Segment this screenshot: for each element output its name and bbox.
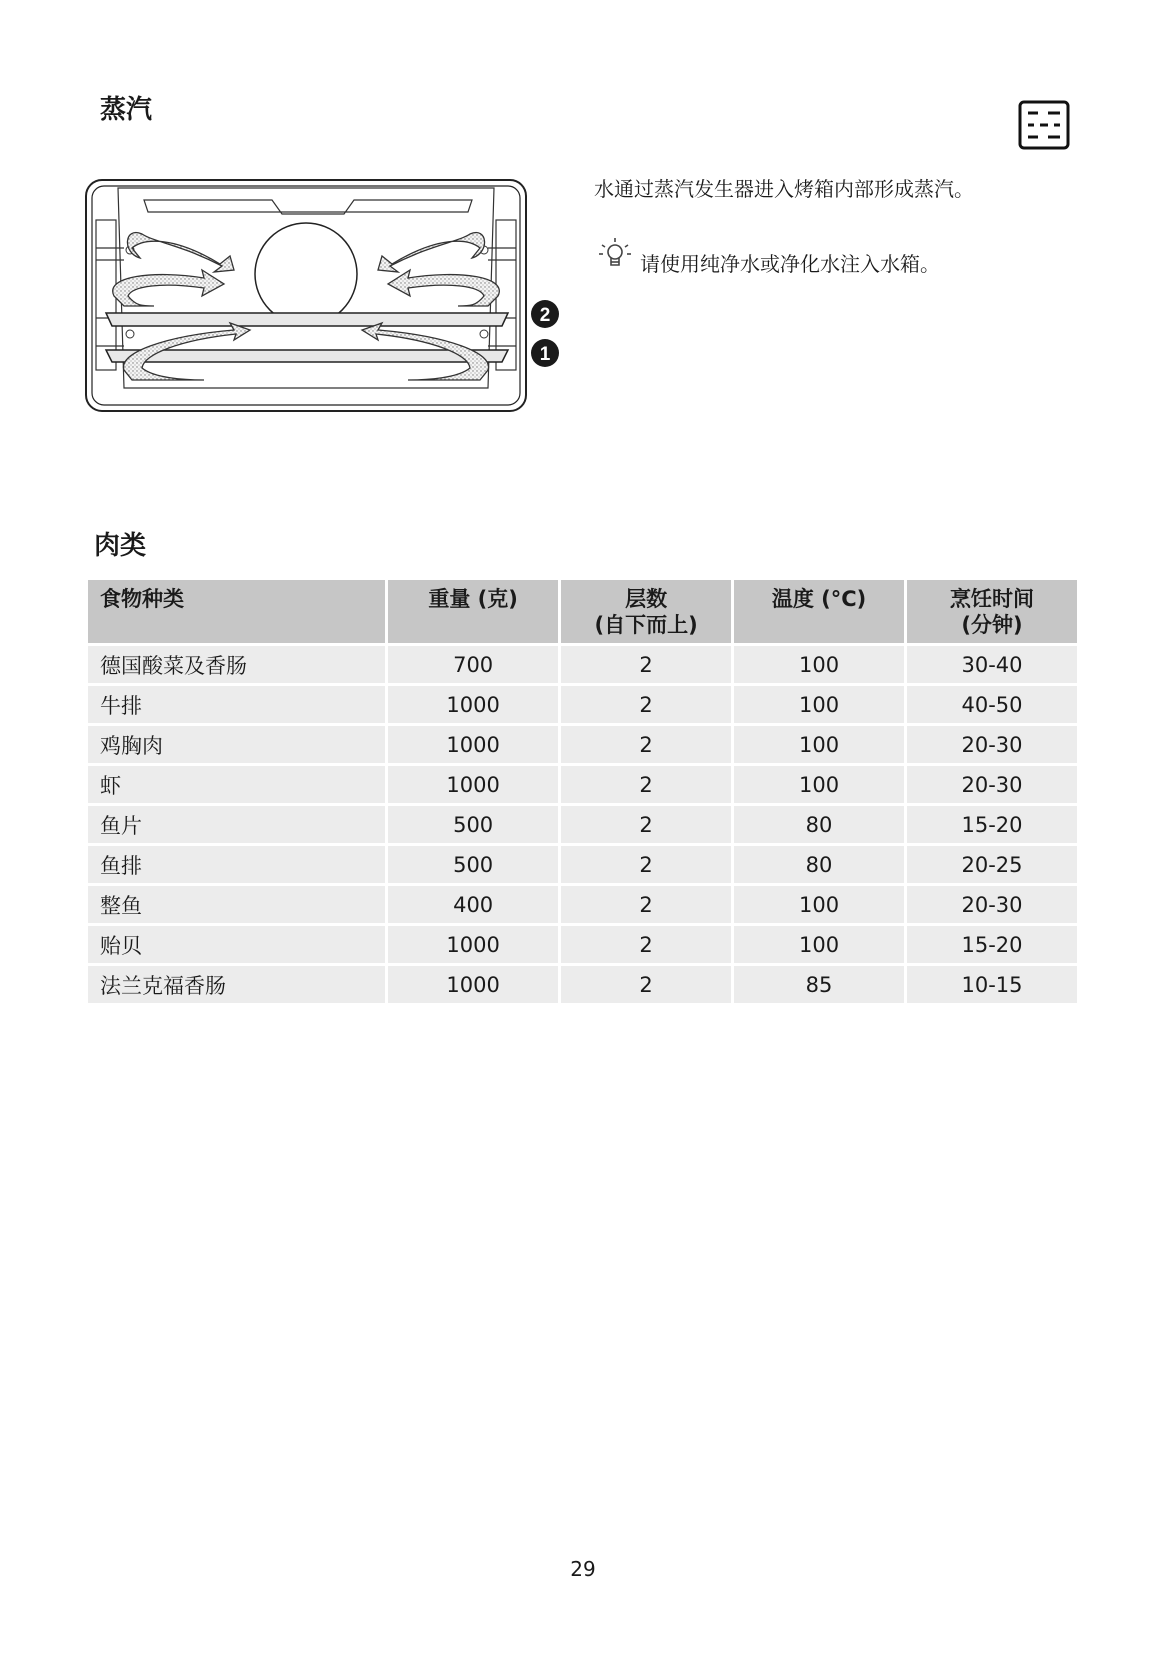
cell-weight: 1000	[388, 926, 558, 963]
level-2-badge: 2	[539, 305, 551, 326]
cell-temperature: 100	[734, 886, 904, 923]
meat-cooking-table	[85, 577, 1080, 1006]
cell-time: 20-25	[907, 846, 1077, 883]
cell-weight: 1000	[388, 966, 558, 1003]
table-row	[88, 646, 1077, 683]
cell-food: 牛排	[88, 686, 385, 723]
table-row	[88, 806, 1077, 843]
cell-food: 贻贝	[88, 926, 385, 963]
table-row	[88, 726, 1077, 763]
cell-temperature: 100	[734, 646, 904, 683]
cell-weight: 400	[388, 886, 558, 923]
cell-time: 20-30	[907, 766, 1077, 803]
cell-weight: 1000	[388, 766, 558, 803]
cell-level: 2	[561, 686, 731, 723]
lightbulb-icon	[596, 235, 634, 275]
table-header-row	[88, 580, 1077, 643]
cell-temperature: 100	[734, 686, 904, 723]
cell-time: 30-40	[907, 646, 1077, 683]
level-1-badge: 1	[539, 344, 551, 365]
cell-time: 10-15	[907, 966, 1077, 1003]
table-row	[88, 686, 1077, 723]
cell-weight: 500	[388, 806, 558, 843]
header-temperature-text: 温度 (°C)	[771, 587, 867, 611]
cell-level: 2	[561, 926, 731, 963]
header-cooking-time	[907, 580, 1077, 643]
header-food-type-text: 食物种类	[100, 587, 184, 611]
meat-section-title: 肉类	[94, 531, 147, 561]
cell-temperature: 80	[734, 846, 904, 883]
page-number: 29	[570, 1557, 596, 1581]
table-row	[88, 766, 1077, 803]
cell-temperature: 100	[734, 766, 904, 803]
cell-food: 德国酸菜及香肠	[88, 646, 385, 683]
cell-level: 2	[561, 646, 731, 683]
cell-food: 法兰克福香肠	[88, 966, 385, 1003]
header-level	[561, 580, 731, 643]
steam-description: 水通过蒸汽发生器进入烤箱内部形成蒸汽。	[594, 177, 974, 201]
table-row	[88, 886, 1077, 923]
cell-food: 鱼排	[88, 846, 385, 883]
cell-level: 2	[561, 846, 731, 883]
cell-food: 鸡胸肉	[88, 726, 385, 763]
cell-food: 虾	[88, 766, 385, 803]
cell-time: 15-20	[907, 926, 1077, 963]
steam-mode-icon	[1018, 100, 1070, 150]
header-weight	[388, 580, 558, 643]
cell-level: 2	[561, 886, 731, 923]
cell-time: 15-20	[907, 806, 1077, 843]
header-temperature	[734, 580, 904, 643]
steam-section-title: 蒸汽	[100, 95, 153, 125]
header-cooking-time-text: 烹饪时间 (分钟)	[950, 587, 1034, 637]
cell-level: 2	[561, 766, 731, 803]
cell-food: 整鱼	[88, 886, 385, 923]
cell-weight: 500	[388, 846, 558, 883]
cell-temperature: 100	[734, 726, 904, 763]
cell-level: 2	[561, 726, 731, 763]
cell-level: 2	[561, 966, 731, 1003]
cell-weight: 700	[388, 646, 558, 683]
cell-level: 2	[561, 806, 731, 843]
cell-temperature: 85	[734, 966, 904, 1003]
header-food-type	[88, 580, 385, 643]
cell-weight: 1000	[388, 686, 558, 723]
header-weight-text: 重量 (克)	[428, 587, 518, 611]
cell-food: 鱼片	[88, 806, 385, 843]
cell-temperature: 100	[734, 926, 904, 963]
header-level-text: 层数 (自下而上)	[594, 587, 698, 637]
cell-time: 20-30	[907, 726, 1077, 763]
cell-time: 20-30	[907, 886, 1077, 923]
cell-temperature: 80	[734, 806, 904, 843]
oven-steam-diagram	[84, 178, 580, 423]
cell-weight: 1000	[388, 726, 558, 763]
table-row	[88, 846, 1077, 883]
tip-text: 请使用纯净水或净化水注入水箱。	[640, 252, 940, 276]
cell-time: 40-50	[907, 686, 1077, 723]
table-row	[88, 966, 1077, 1003]
table-row	[88, 926, 1077, 963]
